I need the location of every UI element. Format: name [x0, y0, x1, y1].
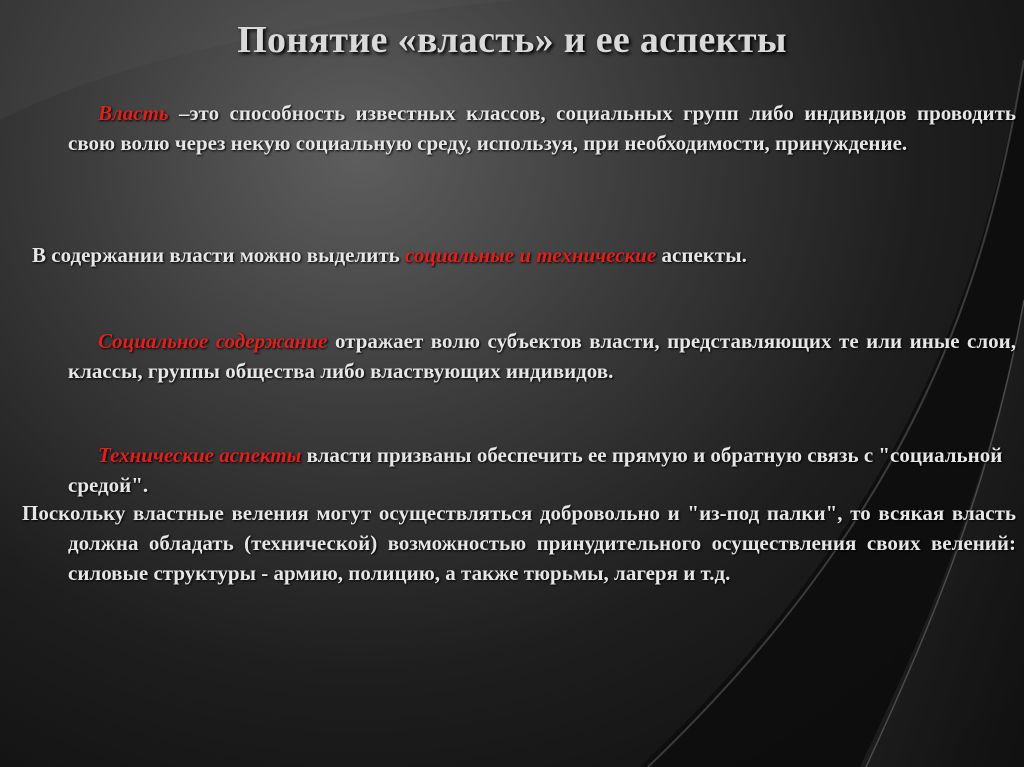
- term-social-content: Социальное содержание: [98, 329, 328, 353]
- social-content-text: отражает волю субъектов власти, представляющих те или иные слои, классы, группы общества либо властвующих индивидов.: [68, 329, 1016, 383]
- definition-text: –это способность известных классов, социальных групп либо индивидов проводить свою волю через некую социальную среду, используя, при необходимости, принуждение.: [68, 101, 1016, 155]
- technical-aspects-paragraph: [68, 440, 1016, 500]
- term-technical-aspects: Технические аспекты: [98, 443, 302, 467]
- term-vlast: Власть: [98, 101, 169, 125]
- term-technical: технические: [536, 243, 657, 267]
- definition-paragraph: [68, 98, 1016, 158]
- aspects-paragraph: [32, 240, 1012, 270]
- term-conjunction: и: [514, 243, 537, 267]
- aspects-prefix: В содержании власти можно выделить: [32, 243, 406, 267]
- slide-title: Понятие «власть» и ее аспекты: [237, 19, 787, 61]
- aspects-suffix: аспекты.: [656, 243, 747, 267]
- technical-aspects-text: власти призваны обеспечить ее прямую и обратную связь с "социальной средой".: [68, 443, 1003, 497]
- social-content-paragraph: [68, 326, 1016, 386]
- coercion-paragraph: Поскольку властные веления могут осуществляться добровольно и "из-под палки", то всякая власть должна обладать (технической) возможностью принудительного осуществления своих велений: силовые структуры - армию, полицию, а также тюрьмы, лагеря и т.д.: [22, 501, 1016, 585]
- term-social: социальные: [405, 243, 515, 267]
